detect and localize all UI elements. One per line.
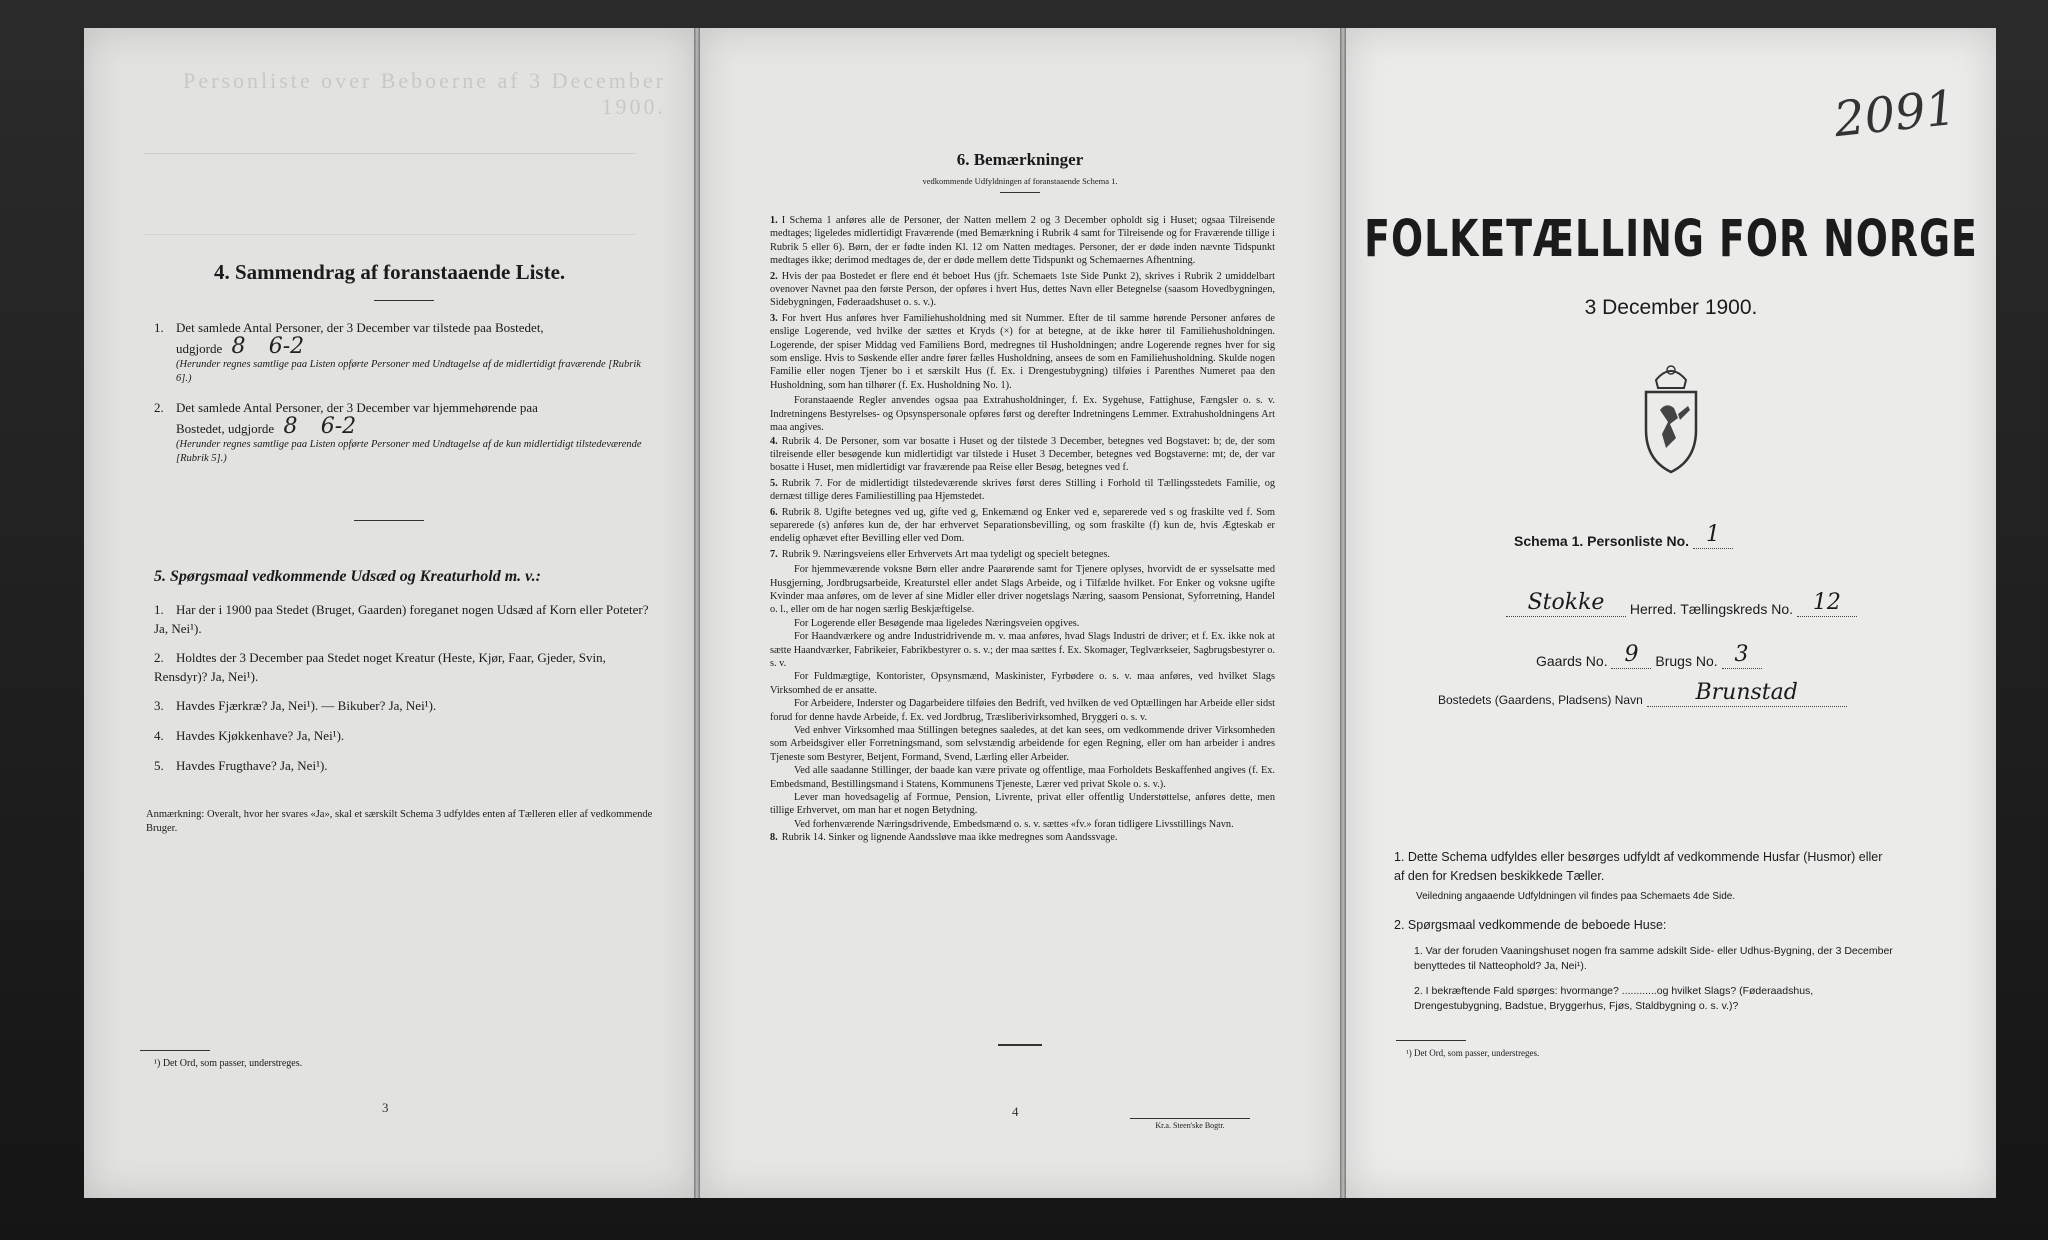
brugs-no: 3 — [1722, 642, 1762, 669]
remark-text: I Schema 1 anføres alle de Personer, der Natten mellem 2 og 3 December opholdt sig i Huset; ogsaa Tilreisende medtages; ligeledes midlertidigt Fraværende (med Bemærkning i Rubrik 4 samt for Tilreisende og for Fraværende tillige i Rubrik 5 eller 6). Børn, der er fødte inden Kl. 12 om Natten medtages. Personer, der er døde inden nævnte Tidspunkt medtages ikke; derimod medtages de, der er døde mellem dette Tidspunkt og Schemaernes Afhentning. — [770, 215, 1275, 267]
item1-hand: 6-2 — [268, 334, 305, 359]
divider — [1000, 192, 1040, 193]
remark-item — [770, 214, 1275, 268]
herred-name: Stokke — [1506, 590, 1626, 617]
remarks-list — [770, 214, 1275, 847]
archive-number: 2091 — [1831, 79, 1959, 149]
right-footnote: ¹) Det Ord, som passer, understreges. — [1406, 1048, 1540, 1058]
remark-item — [770, 724, 1275, 764]
instr1-small: Veiledning angaaende Udfyldningen vil findes paa Schemaets 4de Side. — [1416, 891, 1736, 902]
q2-text: Holdtes der 3 December paa Stedet noget Kreatur (Heste, Kjør, Faar, Gjeder, Svin, Rensdyr)? — [154, 650, 606, 684]
section5-q2: 2. Holdtes der 3 December paa Stedet noget Kreatur (Heste, Kjør, Faar, Gjeder, Svin, Rensdyr)? Ja, Nei¹). — [154, 650, 606, 684]
coat-of-arms-icon — [1626, 358, 1716, 478]
item2-label: Bostedet, udgjorde — [176, 421, 275, 436]
remark-text: For Arbeidere, Inderster og Dagarbeidere tilføies den Bedrift, ved hvilken de ved Optællingen har Arbeide eller sidst forud for denne havde Arbeide, f. Ex. ved Jordbrug, Træsliberivirksomhed, Bryggeri o. s. v. — [770, 698, 1275, 723]
section4-item1: 1. Det samlede Antal Personer, der 3 December var tilstede paa Bostedet, udgjorde 8 6-2 (Herunder regnes samtlige paa Listen opførte Personer med Undtagelse af de midlertidigt fraværende [Rubrik 6].) — [154, 318, 654, 386]
remark-item — [770, 764, 1275, 791]
remark-text: Rubrik 14. Sinker og lignende Aandssløve maa ikke medregnes som Aandssvage. — [781, 832, 1118, 844]
right-page — [1346, 28, 1996, 1198]
item2-text: Det samlede Antal Personer, der 3 December var hjemmehørende paa — [176, 400, 538, 415]
remark-number: 3. — [770, 312, 778, 324]
remark-item — [770, 697, 1275, 724]
footnote-rule — [140, 1050, 210, 1051]
q5-answer: Ja, Nei¹). — [279, 758, 328, 773]
item2-hand: 6-2 — [320, 414, 357, 439]
section5-title: 5. Spørgsmaal vedkommende Udsæd og Kreaturhold m. v.: — [154, 568, 541, 585]
remark-text: Rubrik 7. For de midlertidigt tilstedeværende skrives først deres Stilling i Forhold til Tællingsstedets Familie, og dernæst tillige deres Familiestilling paa Hjemstedet. — [770, 477, 1275, 503]
remark-item — [770, 270, 1275, 310]
remark-text: Rubrik 4. De Personer, som var bosatte i Huset og der tilstede 3 December, betegnes ved Bogstavet: b; de, der som tilreisende eller besøgende kun midlertidigt var tilstede i Huset 3 December, betegnes ved Bogstaverne: mt; de, der var bosatte i Huset, men midlertidigt var fraværende paa Reise eller Besøg, betegnes ved f. — [770, 435, 1275, 474]
gaards-line — [1536, 642, 1762, 669]
remark-text: Foranstaaende Regler anvendes ogsaa paa Extrahusholdninger, f. Ex. Sygehuse, Fattighuse, Fængsler o. s. v. Indretningens Bestyrelses- og Opsynspersonale opføres først og derefter Indretningens Lemmer. Extrahusholdningens Art maa angives. — [770, 395, 1275, 434]
remark-number: 5. — [770, 477, 778, 489]
q3-text: Havdes Fjærkræ? — [176, 698, 268, 713]
remark-number: 6. — [770, 506, 778, 518]
printer-imprint: Kr.a. Steen'ske Bogtr. — [1130, 1118, 1250, 1130]
page-number: 4 — [1012, 1104, 1019, 1119]
remark-item — [770, 548, 1275, 561]
q2-answer: Ja, Nei¹). — [210, 669, 259, 684]
section4-item2: 2. Det samlede Antal Personer, der 3 December var hjemmehørende paa Bostedet, udgjorde 8 6-2 (Herunder regnes samtlige paa Listen opførte Personer med Undtagelse af de kun midlertidigt tilstedeværende [Rubrik 5].) — [154, 398, 654, 466]
item2-value: 8 — [283, 414, 298, 439]
item1-text: Det samlede Antal Personer, der 3 December var tilstede paa Bostedet, — [176, 320, 544, 335]
remark-item — [770, 506, 1275, 546]
section5-q5: 5. Havdes Frugthave? Ja, Nei¹). — [154, 758, 328, 773]
instruction-2-2: 2. I bekræftende Fald spørges: hvormange? ............og hvilket Slags? (Føderaadshus, Drengestubygning, Badstue, Bryggerhus, Fjøs, Staldbygning o. s. v.)? — [1414, 985, 1814, 1012]
remark-number: 4. — [770, 435, 778, 447]
instruction-1 — [1394, 848, 1894, 906]
bosted-line — [1438, 680, 1847, 707]
bleed-through-header: Personliste over Beboerne af 3 December 1900. — [183, 68, 666, 119]
section5-q3: 3. Havdes Fjærkræ? Ja, Nei¹). — Bikuber? Ja, Nei¹). — [154, 698, 437, 713]
gaards-no: 9 — [1611, 642, 1651, 669]
remark-text: For hvert Hus anføres hver Familiehusholdning med sit Nummer. Efter de til samme hørende Personer anføres de enslige Logerende, ved hvilke der sættes et Kryds (×) for at betegne, at de ikke hører til Familiehusholdningen. Logerende, der spiser Middag ved Familiens Bord, medregnes til Husholdningen; andre Logerende regnes hver for sig som enslige. Hvis to Søskende eller andre fører fælles Husholdning, ansees de som en Familiehusholdning. Skulde nogen Familie eller nogen Tjener bo i et særskilt Hus (f. Ex. i Drengestubygning) tilføies i Parenthes Numeret paa den Husholdning, som han tilhører (f. Ex. Husholdning No. 1). — [770, 312, 1275, 391]
remark-text: Lever man hovedsagelig af Formue, Pension, Livrente, privat eller offentlig Understøttelse, anføres dette, men tillige Erhvervet, om man har et nogen Betydning. — [770, 792, 1275, 817]
remark-item — [770, 617, 1275, 630]
q3-answer: Ja, Nei¹). — Bikuber? Ja, Nei¹). — [270, 698, 437, 713]
remark-text: Rubrik 8. Ugifte betegnes ved ug, gifte ved g, Enkemænd og Enker ved e, separerede ved s og fraskilte ved f. Som separerede (s) anføres kun de, der har erhvervet Separationsbevilling, og som fraskilte (f) kun de, hvis Ægteskab er endelig ophævet efter Bevilling eller ved Dom. — [770, 506, 1275, 545]
remark-number: 1. — [770, 215, 778, 226]
remarks-title: 6. Bemærkninger — [956, 150, 1084, 169]
page-number: 3 — [382, 1100, 389, 1115]
remark-text: Ved enhver Virksomhed maa Stillingen betegnes saaledes, at det kan sees, om vedkommende driver Virksomheden som Arbeidsgiver eller Forretningsmand, som selvstændig arbeidende for egen Regning, eller om han arbeider i andres Tjeneste som Bestyrer, Betjent, Formand, Svend, Lærling eller Arbeider. — [770, 725, 1275, 763]
remark-number: 2. — [770, 270, 778, 282]
schema-line — [1514, 522, 1733, 549]
section5-q1: 1. Har der i 1900 paa Stedet (Bruget, Gaarden) foreganet nogen Udsæd af Korn eller Poteter? Ja, Nei¹). — [154, 602, 649, 636]
krets-no: 12 — [1797, 590, 1857, 617]
instr1-text: 1. Dette Schema udfyldes eller besørges udfyldt af vedkommende Husfar (Husmor) eller af den for Kredsen beskikkede Tæller. — [1394, 850, 1883, 883]
remark-text: For Haandværkere og andre Industridrivende m. v. maa anføres, hvad Slags Industri de driver; et f. Ex. ikke nok at sætte Haandværker, Fabrikeier, Fabrikbestyrer o. s. v.; der maa sættes f. Ex. Skomager, Teglværkseier, Sagbrugsbestyrer o. s. v. — [770, 631, 1275, 669]
divider — [354, 520, 424, 521]
section4-title: 4. Sammendrag af foranstaaende Liste. — [214, 260, 566, 284]
remark-text: Ved alle saadanne Stillinger, der baade kan være private og offentlige, maa Forholdets Beskaffenhed angives (f. Ex. Embedsmand, Bestillingsmand i Statens, Kommunens Tjeneste, Lærer ved privat Skole o. s. v.). — [770, 765, 1275, 790]
remark-text: For Fuldmægtige, Kontorister, Opsynsmænd, Maskinister, Fyrbødere o. s. v. maa anføres, ved hvilket Slags Virksomhed de er ansatte. — [770, 671, 1275, 696]
q4-answer: Ja, Nei¹). — [296, 728, 345, 743]
bosted-name: Brunstad — [1647, 680, 1847, 707]
q5-text: Havdes Frugthave? — [176, 758, 277, 773]
section5-remark: Anmærkning: Overalt, hvor her svares «Ja», skal et særskilt Schema 3 udfyldes enten af Tælleren eller af vedkommende Bruger. — [146, 809, 653, 834]
item1-value: 8 — [231, 334, 246, 359]
footnote-rule — [1396, 1040, 1466, 1041]
remark-item — [770, 818, 1275, 831]
instruction-2-1: 1. Var der foruden Vaaningshuset nogen fra samme adskilt Side- eller Udhus-Bygning, der 3 December benyttedes til Natteophold? Ja, Nei¹). — [1414, 945, 1893, 972]
remark-item — [770, 563, 1275, 617]
bleed-through-table — [144, 153, 636, 235]
divider — [374, 300, 434, 301]
brugs-label: Brugs No. — [1655, 653, 1718, 669]
left-page — [84, 28, 696, 1198]
form-title: FOLKETÆLLING FOR NORGE — [1364, 209, 1978, 268]
schema-label: Schema 1. Personliste No. — [1514, 533, 1690, 549]
q1-text: Har der i 1900 paa Stedet (Bruget, Gaarden) foreganet nogen Udsæd af Korn eller Poteter? — [176, 602, 649, 617]
census-date: 3 December 1900. — [1584, 296, 1758, 319]
remark-item — [770, 831, 1275, 844]
remark-number: 7. — [770, 548, 778, 560]
left-footnote: ¹) Det Ord, som passer, understreges. — [154, 1058, 303, 1069]
remark-item — [770, 394, 1275, 434]
item1-note: (Herunder regnes samtlige paa Listen opførte Personer med Undtagelse af de midlertidigt fraværende [Rubrik 6].) — [176, 359, 641, 384]
remark-item — [770, 477, 1275, 504]
q4-text: Havdes Kjøkkenhave? — [176, 728, 294, 743]
instruction-2: 2. Spørgsmaal vedkommende de beboede Huse: — [1394, 918, 1667, 932]
remark-item — [770, 435, 1275, 475]
herred-label: Herred. Tællingskreds No. — [1629, 601, 1794, 617]
schema-no: 1 — [1693, 522, 1733, 549]
remark-text: Ved forhenværende Næringsdrivende, Embedsmænd o. s. v. sættes «fv.» foran tidligere Livsstillings Navn. — [794, 818, 1234, 830]
remarks-subtitle: vedkommende Udfyldningen af foranstaaende Schema 1. — [922, 176, 1118, 186]
remark-text: For Logerende eller Besøgende maa ligeledes Næringsveien opgives. — [794, 617, 1080, 629]
herred-line — [1506, 590, 1857, 617]
bosted-label: Bostedets (Gaardens, Pladsens) Navn — [1438, 693, 1643, 707]
item2-note: (Herunder regnes samtlige paa Listen opførte Personer med Undtagelse af de kun midlertidigt tilstedeværende [Rubrik 5].) — [176, 439, 642, 464]
item1-label: udgjorde — [176, 341, 223, 356]
remark-item — [770, 791, 1275, 818]
remark-item — [770, 670, 1275, 697]
section5-q4: 4. Havdes Kjøkkenhave? Ja, Nei¹). — [154, 728, 345, 743]
remark-item — [770, 312, 1275, 392]
gaards-label: Gaards No. — [1536, 653, 1608, 669]
remark-item — [770, 630, 1275, 670]
remark-text: Rubrik 9. Næringsveiens eller Erhvervets Art maa tydeligt og specielt betegnes. — [781, 548, 1111, 560]
remark-number: 8. — [770, 832, 778, 844]
remark-text: Hvis der paa Bostedet er flere end ét beboet Hus (jfr. Schemaets 1ste Side Punkt 2), skrives i Rubrik 2 umiddelbart ovenover Navnet paa den første Person, der opføres i hvert Hus, dettes Navn eller Betegnelse (saasom Hovedbygningen, Sidebygningen, Føderaadshuset o. s. v.). — [770, 270, 1275, 309]
remark-text: For hjemmeværende voksne Børn eller andre Paarørende samt for Tjenere oplyses, hvorvidt de er sysselsatte med Husgjerning, Jordbrugsarbeide, Kreaturstel eller andet Slags Arbeide, og i Tilfælde hvilket. For Enker og voksne ugifte Kvinder maa anføres, om de lever af sine Midler eller driver nogetslags Næring, saasom Pensionat, Syforretning, Handel o. l., eller om de har nogen særlig Beskjæftigelse. — [770, 564, 1275, 616]
middle-page — [700, 28, 1340, 1198]
divider — [998, 1044, 1042, 1046]
q1-answer: Ja, Nei¹). — [154, 621, 202, 636]
